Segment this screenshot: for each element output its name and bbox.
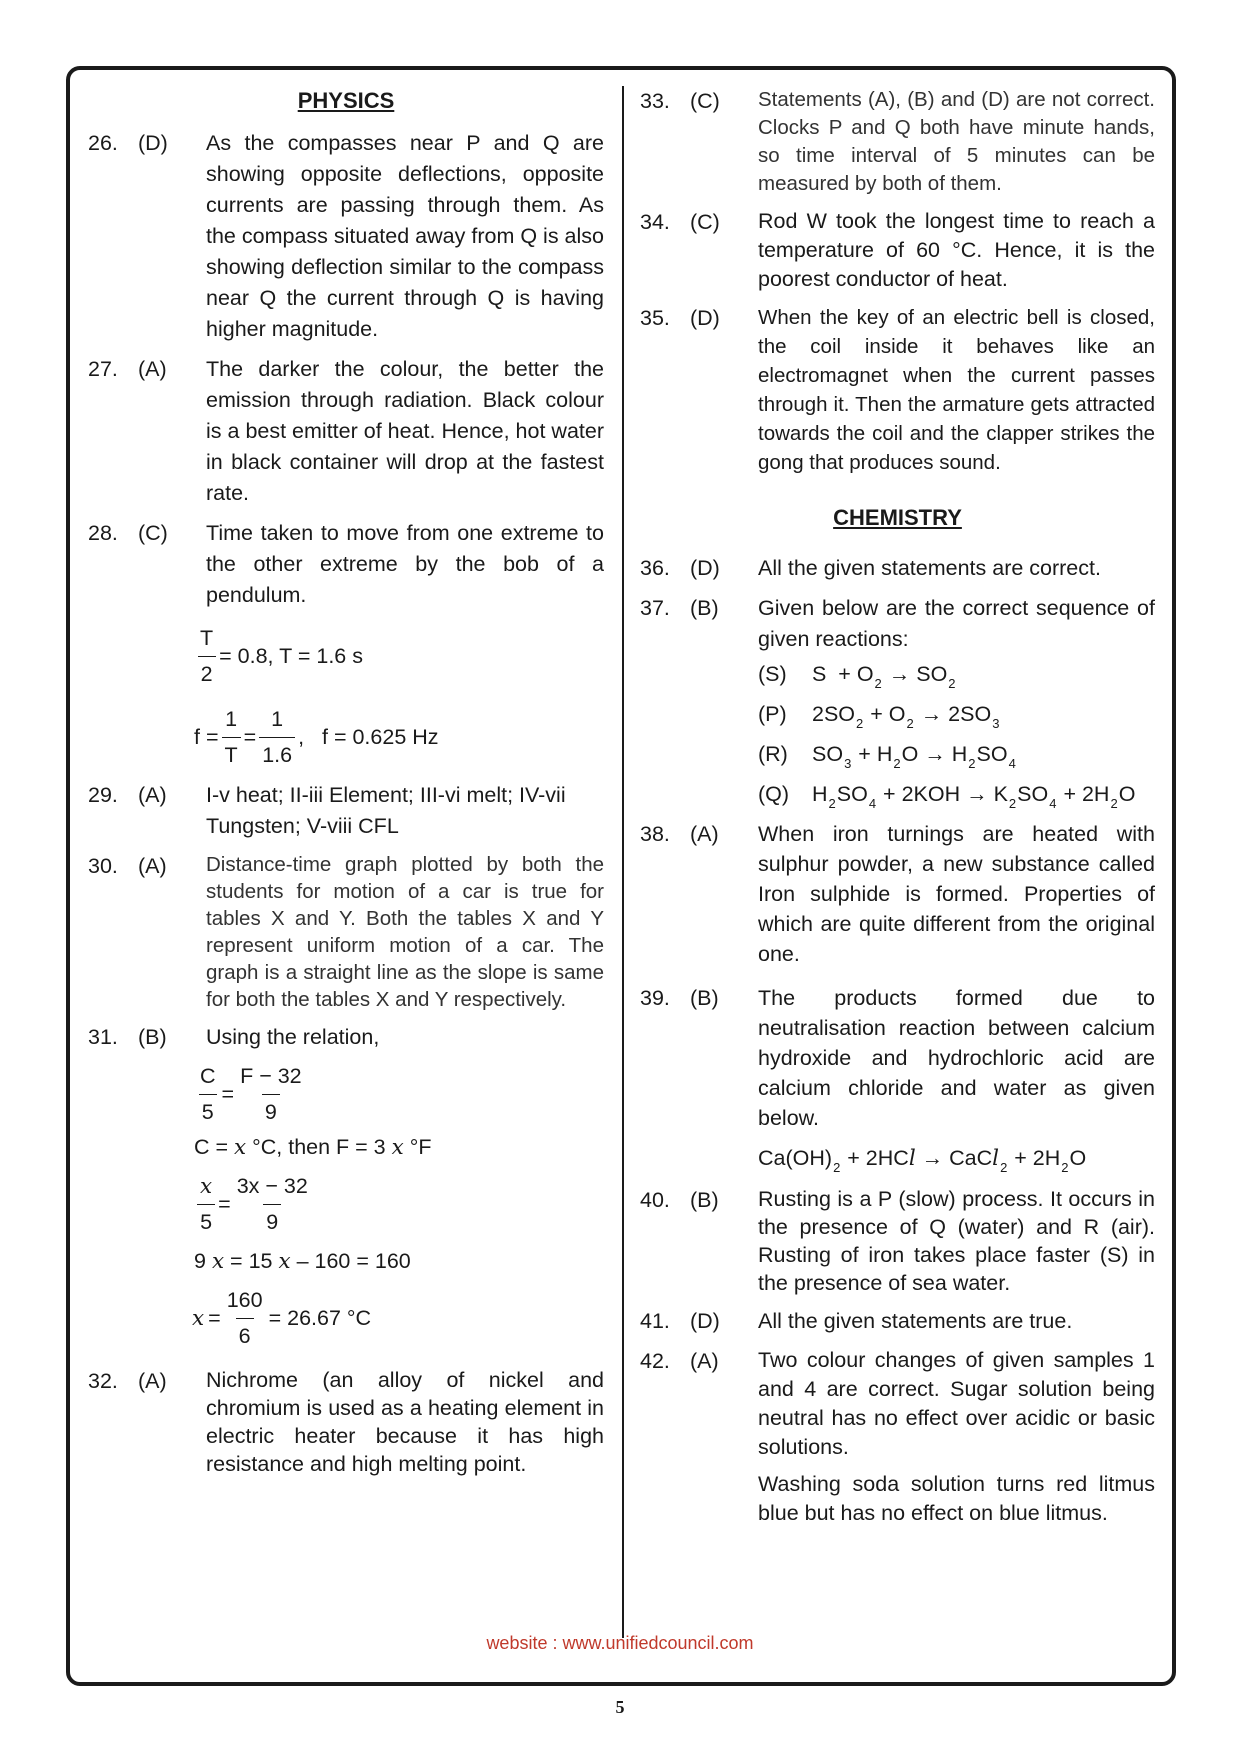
explanation-text: As the compasses near P and Q are showing opposite deflections, opposite currents are passing through them. As the compass situated away from Q is also showing deflection similar to the compass near Q the current through Q is having higher magnitude.: [206, 131, 604, 341]
answer-option: (A): [138, 854, 167, 878]
question-number: 34.: [640, 210, 670, 234]
answer-option: (A): [138, 1369, 167, 1393]
fraction: $\frac{T}{2}$: [197, 623, 216, 690]
question-26: [88, 128, 604, 345]
question-27: [88, 354, 604, 509]
right-column: [640, 86, 1155, 1537]
question-number: 28.: [88, 521, 118, 545]
question-42: [640, 1346, 1155, 1528]
column-divider: [622, 86, 624, 1638]
question-number: 36.: [640, 556, 670, 580]
question-number: 30.: [88, 854, 118, 878]
question-32: [88, 1366, 604, 1478]
question-28: [88, 518, 604, 771]
question-number: 38.: [640, 822, 670, 846]
answer-option: (D): [138, 131, 168, 155]
question-number: 39.: [640, 986, 670, 1010]
question-34: [640, 207, 1155, 294]
equation-solve: 9 x = 15 x – 160 = 160: [194, 1249, 411, 1274]
page-number: 5: [615, 1697, 625, 1717]
explanation-text: Rusting is a P (slow) process. It occurs in the presence of Q (water) and R (air). Rusting of iron takes place faster (S) in the presence of sea water.: [758, 1187, 1155, 1295]
question-number: 29.: [88, 783, 118, 807]
explanation-text: All the given statements are true.: [758, 1309, 1073, 1333]
answer-option: (B): [690, 596, 719, 620]
fraction: $\frac{3x - 32}{9}$: [234, 1171, 311, 1238]
equation-x: $\frac{x}{5}$ = $\frac{3x - 32}{9}$: [194, 1171, 604, 1238]
question-40: [640, 1185, 1155, 1297]
equation-neutralisation: $Ca(OH)_2 + 2HCl$ → CaCl$_2$ + $2H_2O$: [758, 1146, 1087, 1175]
question-38: [640, 819, 1155, 969]
question-41: [640, 1306, 1155, 1337]
answer-option: (B): [690, 1188, 719, 1212]
answer-option: (C): [138, 521, 168, 545]
equation-result: x = $\frac{160}{6}$ = 26.67 °C: [192, 1285, 604, 1352]
answer-option: (D): [690, 556, 720, 580]
question-number: 40.: [640, 1188, 670, 1212]
equation-substitution: C = x °C, then F = 3 x °F: [194, 1135, 432, 1160]
answer-option: (A): [690, 822, 719, 846]
question-number: 37.: [640, 596, 670, 620]
explanation-text: The products formed due to neutralisation reaction between calcium hydroxide and hydrochloric acid are calcium chloride and water as given below.: [758, 986, 1155, 1130]
question-31: [88, 1022, 604, 1352]
fraction: $\frac{C}{5}$: [197, 1061, 219, 1128]
explanation-text-2: Washing soda solution turns red litmus blue but has no effect on blue litmus.: [758, 1472, 1155, 1525]
question-number: 41.: [640, 1309, 670, 1333]
explanation-text: Two colour changes of given samples 1 and 4 are correct. Sugar solution being neutral has no effect over acidic or basic solutions.: [758, 1348, 1155, 1459]
question-30: [88, 851, 604, 1013]
answer-option: (D): [690, 306, 720, 330]
explanation-text: Distance-time graph plotted by both the students for motion of a car is true for tables X and Y. Both the tables X and Y represent uniform motion of a car. The graph is a straight line as the slope is same for both the tables X and Y respectively.: [206, 853, 604, 1011]
fraction: $\frac{1}{1.6}$: [259, 704, 295, 771]
equation-celsius-fahrenheit: $\frac{C}{5}$ = $\frac{F - 32}{9}$: [194, 1061, 604, 1128]
website-footer: website : www.unifiedcouncil.com: [486, 1633, 754, 1653]
question-number: 31.: [88, 1025, 118, 1049]
reaction-q: (Q) $H_2SO_4 + 2KOH \to K_2SO_4 + 2H_2O$: [758, 782, 1136, 811]
answer-option: (B): [690, 986, 719, 1010]
answer-option: (A): [138, 357, 167, 381]
explanation-text: Rod W took the longest time to reach a temperature of 60 °C. Hence, it is the poorest conductor of heat.: [758, 209, 1155, 291]
explanation-text: Nichrome (an alloy of nickel and chromium is used as a heating element in electric heater because it has high resistance and high melting point.: [206, 1368, 604, 1476]
physics-heading: PHYSICS: [297, 88, 395, 113]
left-column: [88, 86, 604, 1487]
question-number: 27.: [88, 357, 118, 381]
explanation-text: All the given statements are correct.: [758, 556, 1101, 580]
fraction: $\frac{160}{6}$: [224, 1285, 266, 1352]
question-36: [640, 553, 1155, 584]
explanation-text: When the key of an electric bell is closed, the coil inside it behaves like an electromagnet when the current passes through it. Then the armature gets attracted towards the coil and the clapper strikes the gong that produces sound.: [758, 306, 1155, 474]
fraction: $\frac{1}{T}$: [222, 704, 241, 771]
reaction-r: (R) $SO_3 + H_2O \to H_2SO_4$: [758, 742, 1016, 771]
question-number: 33.: [640, 89, 670, 113]
answer-option: (B): [138, 1025, 167, 1049]
equation-period: $\frac{T}{2}$ = 0.8, T = 1.6 s: [194, 623, 604, 690]
explanation-text: The darker the colour, the better the emission through radiation. Black colour is a best emitter of heat. Hence, hot water in black container will drop at the fastest rate.: [206, 357, 604, 505]
question-number: 32.: [88, 1369, 118, 1393]
fraction: $\frac{x}{5}$: [197, 1171, 215, 1238]
chemistry-heading: CHEMISTRY: [833, 505, 962, 530]
question-number: 42.: [640, 1349, 670, 1373]
reaction-p: (P) $2SO_2 + O_2 \to 2SO_3$: [758, 702, 1000, 731]
answer-option: (C): [690, 89, 720, 113]
explanation-text: Given below are the correct sequence of given reactions:: [758, 596, 1155, 651]
question-number: 35.: [640, 306, 670, 330]
explanation-text: When iron turnings are heated with sulphur powder, a new substance called Iron sulphide is formed. Properties of which are quite different from the original one.: [758, 822, 1155, 966]
question-33: [640, 86, 1155, 198]
answer-option: (D): [690, 1309, 720, 1333]
equation-frequency: f = $\frac{1}{T}$ = $\frac{1}{1.6}$ , f = 0.625 Hz: [194, 704, 604, 771]
answer-option: (A): [138, 783, 167, 807]
question-35: [640, 303, 1155, 477]
question-37: [640, 593, 1155, 655]
answer-option: (C): [690, 210, 720, 234]
answer-option: (A): [690, 1349, 719, 1373]
fraction: $\frac{F - 32}{9}$: [237, 1061, 305, 1128]
reaction-s: (S) $S + O_2 \to SO_2$: [758, 662, 956, 691]
question-29: [88, 780, 604, 842]
explanation-text: I-v heat; II-iii Element; III-vi melt; IV-vii Tungsten; V-viii CFL: [206, 783, 566, 838]
question-number: 26.: [88, 131, 118, 155]
question-39: [640, 983, 1155, 1176]
explanation-text: Statements (A), (B) and (D) are not correct. Clocks P and Q both have minute hands, so time interval of 5 minutes can be measured by both of them.: [758, 88, 1155, 195]
explanation-text: Time taken to move from one extreme to the other extreme by the bob of a pendulum.: [206, 521, 604, 607]
explanation-text: Using the relation,: [206, 1025, 380, 1049]
